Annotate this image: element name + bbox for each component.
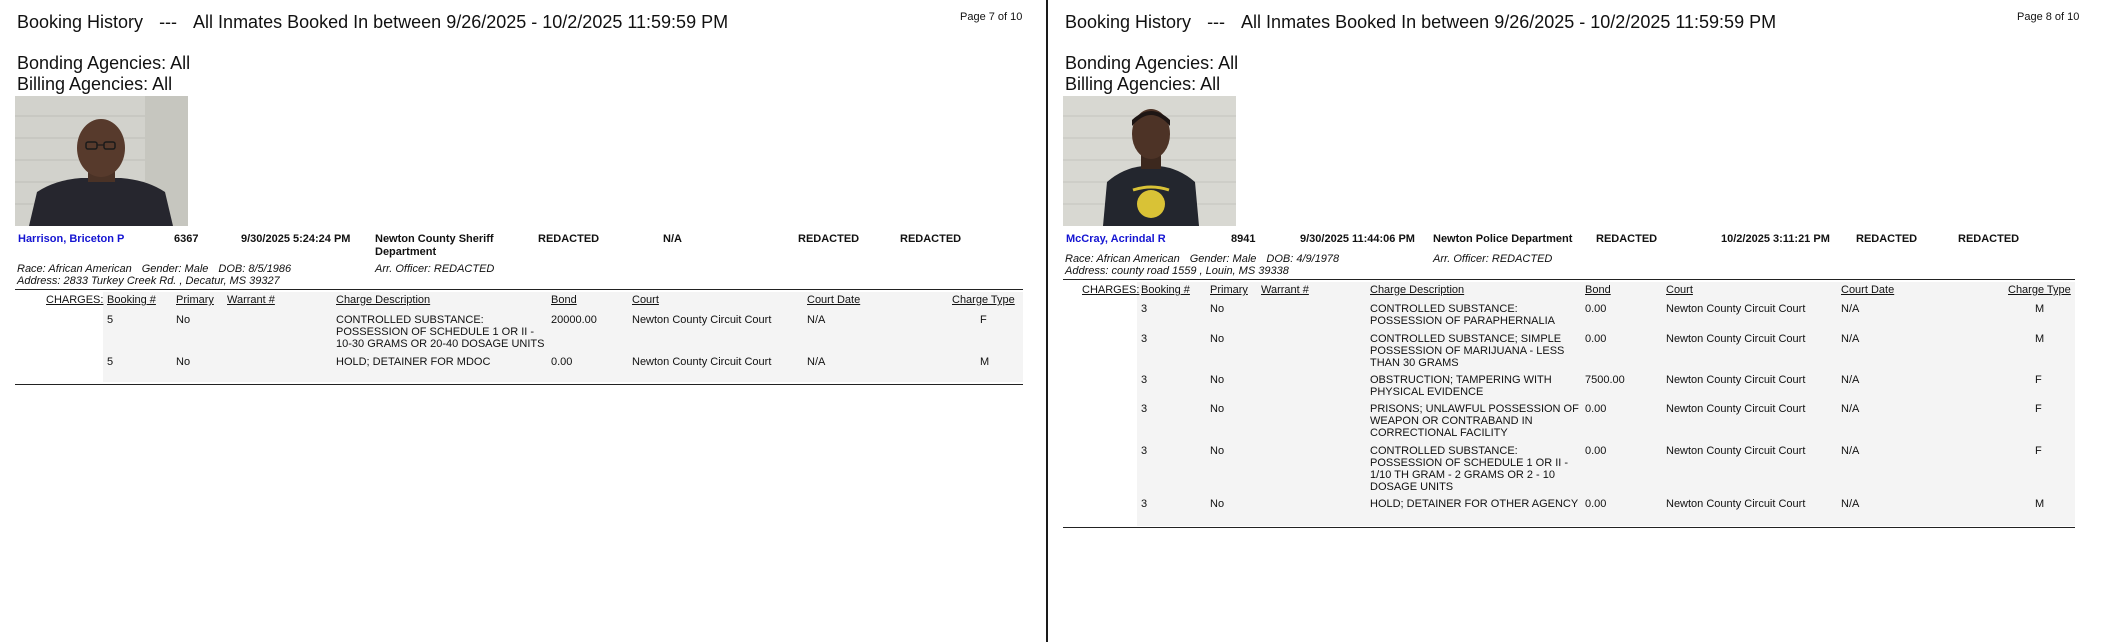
charge-type: F: [2035, 445, 2042, 457]
charge-description: CONTROLLED SUBSTANCE: POSSESSION OF SCHEDULE 1 OR II - 1/10 TH GRAM - 2 GRAMS OR 2 - 10 DOSAGE UNITS: [1370, 445, 1569, 493]
title-separator: ---: [1207, 12, 1226, 32]
charges-table: [15, 292, 1023, 382]
charge-court: Newton County Circuit Court: [1666, 445, 1806, 457]
charge-bond: 0.00: [1585, 445, 1607, 457]
charge-court-date: N/A: [807, 356, 826, 368]
col-court-date: Court Date: [807, 294, 861, 306]
inmate-id: 6367: [174, 233, 199, 245]
charge-booking: 5: [107, 356, 114, 368]
col-primary: Primary: [1210, 284, 1248, 296]
charge-bond: 7500.00: [1585, 374, 1625, 386]
charge-type: F: [2035, 374, 2042, 386]
charge-description: CONTROLLED SUBSTANCE: POSSESSION OF PARAPHERNALIA: [1370, 303, 1556, 327]
charge-type: M: [2035, 303, 2045, 315]
charge-primary: No: [1210, 445, 1225, 457]
report-date-range: All Inmates Booked In between 9/26/2025 - 10/2/2025 11:59:59 PM: [193, 12, 729, 32]
charge-primary: No: [1210, 403, 1225, 415]
address: Address: county road 1559 , Louin, MS 39338: [1065, 265, 1289, 277]
charge-bond: 0.00: [551, 356, 573, 368]
col-charge-type: Charge Type: [952, 294, 1015, 306]
booked-at: 9/30/2025 11:44:06 PM: [1300, 233, 1415, 245]
charge-booking: 3: [1141, 498, 1148, 510]
col-court: Court: [1666, 284, 1693, 296]
demographics: [17, 263, 301, 275]
page-number: Page 7 of 10: [960, 11, 1023, 23]
booked-at: 9/30/2025 5:24:24 PM: [241, 233, 351, 245]
section-rule-top: [1063, 279, 2075, 280]
col-primary: Primary: [176, 294, 214, 306]
field-c: REDACTED: [1958, 233, 2020, 245]
charge-booking: 3: [1141, 403, 1148, 415]
charge-court-date: N/A: [1841, 498, 1860, 510]
report-page-8: [1048, 0, 2106, 642]
charge-description: PRISONS; UNLAWFUL POSSESSION OF WEAPON OR CONTRABAND IN CORRECTIONAL FACILITY: [1370, 403, 1579, 439]
dob: DOB: 4/9/1978: [1266, 253, 1340, 265]
charge-description: HOLD; DETAINER FOR MDOC: [336, 356, 491, 368]
charges-label: CHARGES:: [1082, 284, 1140, 296]
charge-court: Newton County Circuit Court: [1666, 303, 1806, 315]
charge-bond: 20000.00: [551, 314, 597, 326]
inmate-name[interactable]: McCray, Acrindal R: [1066, 233, 1166, 245]
charge-primary: No: [1210, 333, 1225, 345]
address: Address: 2833 Turkey Creek Rd. , Decatur, MS 39327: [17, 275, 280, 287]
col-court-date: Court Date: [1841, 284, 1895, 296]
charge-primary: No: [176, 356, 191, 368]
charge-booking: 3: [1141, 333, 1148, 345]
inmate-id: 8941: [1231, 233, 1256, 245]
charge-type: F: [2035, 403, 2042, 415]
arr-officer: Arr. Officer: REDACTED: [375, 263, 495, 275]
report-page-7: [0, 0, 1046, 642]
col-description: Charge Description: [336, 294, 431, 306]
charge-description: CONTROLLED SUBSTANCE; SIMPLE POSSESSION OF MARIJUANA - LESS THAN 30 GRAMS: [1370, 333, 1565, 369]
charge-primary: No: [1210, 498, 1225, 510]
charges-table: [1063, 282, 2075, 526]
charge-court: Newton County Circuit Court: [1666, 403, 1806, 415]
bonding-agencies: Bonding Agencies: All: [17, 53, 191, 73]
charge-court: Newton County Circuit Court: [1666, 333, 1806, 345]
section-rule-top: [15, 289, 1023, 290]
charge-type: M: [2035, 333, 2045, 345]
charge-bond: 0.00: [1585, 303, 1607, 315]
release-date: 10/2/2025 3:11:21 PM: [1721, 233, 1830, 245]
report-title: [17, 12, 728, 33]
inmate-photo: [15, 96, 188, 226]
charge-booking: 3: [1141, 303, 1148, 315]
page-number: Page 8 of 10: [2017, 11, 2080, 23]
charge-description: CONTROLLED SUBSTANCE: POSSESSION OF SCHEDULE 1 OR II - 10-30 GRAMS OR 20-40 DOSAGE UNITS: [336, 314, 545, 350]
col-booking: Booking #: [1141, 284, 1190, 296]
field-a: REDACTED: [538, 233, 600, 245]
section-rule-bottom: [1063, 527, 2075, 528]
charge-court-date: N/A: [1841, 403, 1860, 415]
col-warrant: Warrant #: [227, 294, 275, 306]
bonding-agencies: Bonding Agencies: All: [1065, 53, 1239, 73]
field-c: REDACTED: [900, 233, 962, 245]
race: Race: African American: [1065, 253, 1180, 265]
report-date-range: All Inmates Booked In between 9/26/2025 - 10/2/2025 11:59:59 PM: [1241, 12, 1777, 32]
charge-court: Newton County Circuit Court: [632, 356, 772, 368]
field-a: REDACTED: [1596, 233, 1658, 245]
gender: Gender: Male: [1189, 253, 1257, 265]
charge-court: Newton County Circuit Court: [1666, 498, 1806, 510]
arr-officer: Arr. Officer: REDACTED: [1433, 253, 1553, 265]
charge-type: M: [980, 356, 990, 368]
arresting-agency: Newton County Sheriff Department: [375, 233, 494, 258]
charge-court: Newton County Circuit Court: [632, 314, 772, 326]
field-b: REDACTED: [1856, 233, 1918, 245]
gender: Gender: Male: [141, 263, 209, 275]
col-description: Charge Description: [1370, 284, 1465, 296]
billing-agencies: Billing Agencies: All: [17, 74, 173, 94]
col-bond: Bond: [551, 294, 577, 306]
billing-agencies: Billing Agencies: All: [1065, 74, 1221, 94]
charge-court-date: N/A: [1841, 303, 1860, 315]
section-rule-bottom: [15, 384, 1023, 385]
race: Race: African American: [17, 263, 132, 275]
report-title-text: Booking History: [1065, 12, 1192, 32]
charge-bond: 0.00: [1585, 403, 1607, 415]
title-separator: ---: [159, 12, 178, 32]
report-title-text: Booking History: [17, 12, 144, 32]
col-bond: Bond: [1585, 284, 1611, 296]
charge-booking: 3: [1141, 445, 1148, 457]
col-court: Court: [632, 294, 659, 306]
inmate-name[interactable]: Harrison, Briceton P: [18, 233, 125, 245]
charge-booking: 3: [1141, 374, 1148, 386]
charge-court-date: N/A: [1841, 374, 1860, 386]
charge-booking: 5: [107, 314, 114, 326]
charge-bond: 0.00: [1585, 333, 1607, 345]
charge-court-date: N/A: [1841, 333, 1860, 345]
charge-type: F: [980, 314, 987, 326]
col-warrant: Warrant #: [1261, 284, 1309, 296]
dob: DOB: 8/5/1986: [218, 263, 292, 275]
charge-description: HOLD; DETAINER FOR OTHER AGENCY: [1370, 498, 1579, 510]
charge-bond: 0.00: [1585, 498, 1607, 510]
charge-court-date: N/A: [1841, 445, 1860, 457]
charge-type: M: [2035, 498, 2045, 510]
charge-description: OBSTRUCTION; TAMPERING WITH PHYSICAL EVIDENCE: [1370, 374, 1552, 398]
charge-primary: No: [176, 314, 191, 326]
col-booking: Booking #: [107, 294, 156, 306]
charge-primary: No: [1210, 303, 1225, 315]
field-b: REDACTED: [798, 233, 860, 245]
charge-court: Newton County Circuit Court: [1666, 374, 1806, 386]
report-title: [1065, 12, 1776, 33]
charge-court-date: N/A: [807, 314, 826, 326]
inmate-photo: [1063, 96, 1236, 226]
charges-label: CHARGES:: [46, 294, 104, 306]
arresting-agency: Newton Police Department: [1433, 233, 1573, 245]
release-date: N/A: [663, 233, 682, 245]
col-charge-type: Charge Type: [2008, 284, 2071, 296]
charge-primary: No: [1210, 374, 1225, 386]
demographics: [1065, 253, 1349, 265]
